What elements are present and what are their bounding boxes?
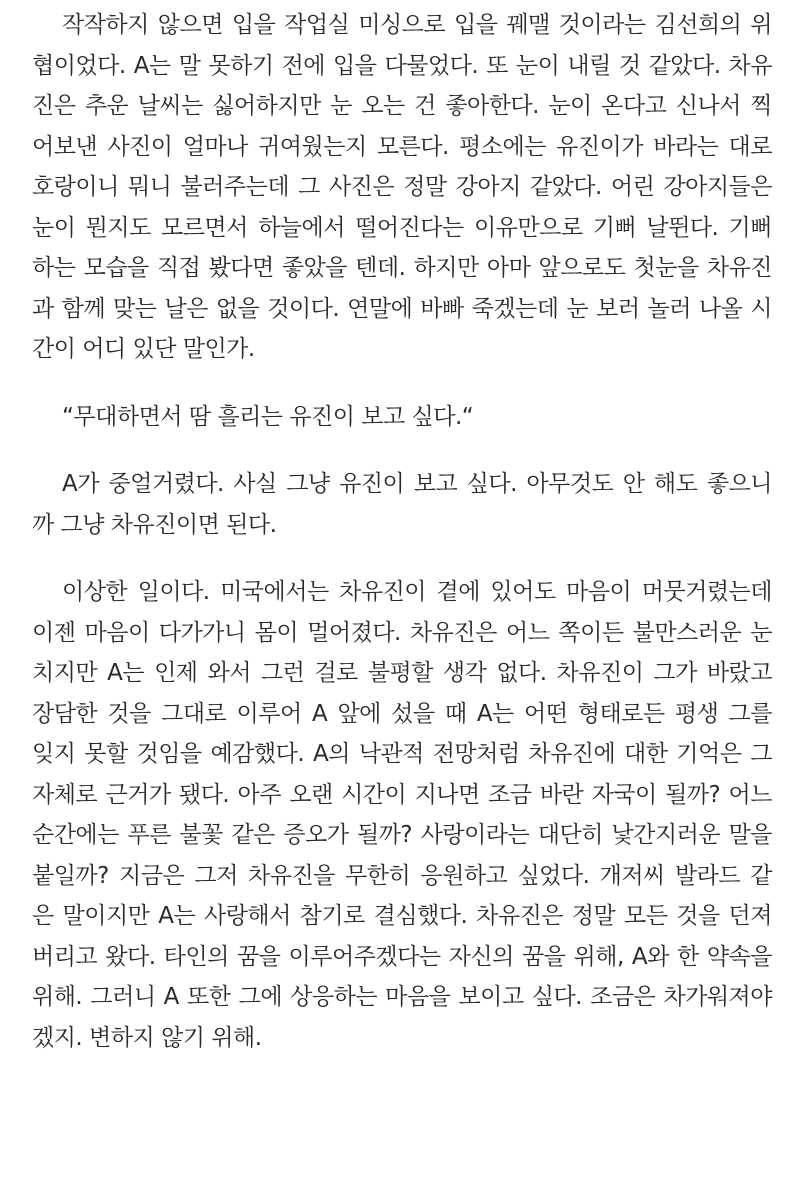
text-line: 은 말이지만 A는 사랑해서 참기로 결심했다. 차유진은 정말 모든 것을 던져 (32, 903, 772, 929)
text-line: 이상한 일이다. 미국에서는 차유진이 곁에 있어도 마음이 머뭇거렸는데 (62, 579, 772, 605)
text-line: 이젠 마음이 다가가니 몸이 멀어졌다. 차유진은 어느 쪽이든 불만스러운 눈 (32, 619, 772, 646)
text-line: 과 함께 맞는 날은 없을 것이다. 연말에 바빠 죽겠는데 눈 보러 놀러 나올 시 (32, 295, 772, 322)
text-line: 간이 어디 있단 말인가. (32, 336, 255, 362)
text-line: 눈이 뭔지도 모르면서 하늘에서 떨어진다는 이유만으로 기뻐 날뛴다. 기뻐 (32, 214, 772, 241)
paragraph-4 (32, 572, 772, 1058)
text-line: 치지만 A는 인제 와서 그런 걸로 불평할 생각 없다. 차유진이 그가 바랐고 (32, 660, 772, 686)
text-line: 작작하지 않으면 입을 작업실 미싱으로 입을 꿰맬 것이라는 김선희의 위 (62, 12, 772, 38)
document-body (32, 0, 772, 1085)
text-line: A가 중얼거렸다. 사실 그냥 유진이 보고 싶다. 아무것도 안 해도 좋으니 (62, 471, 772, 497)
text-line: 자체로 근거가 됐다. 아주 오랜 시간이 지나면 조금 바란 자국이 될까? 어느 (32, 781, 772, 808)
text-line: 장담한 것을 그대로 이루어 A 앞에 섰을 때 A는 어떤 형태로든 평생 그를 (32, 700, 772, 727)
text-line: 하는 모습을 직접 봤다면 좋았을 텐데. 하지만 아마 앞으로도 첫눈을 차유진 (32, 255, 772, 281)
text-line: 붙일까? 지금은 그저 차유진을 무한히 응원하고 싶었다. 개저씨 발라드 같 (32, 862, 772, 889)
paragraph-3 (32, 464, 772, 545)
paragraph-1 (32, 0, 772, 370)
text-line: 어보낸 사진이 얼마나 귀여웠는지 모른다. 평소에는 유진이가 바라는 대로 (32, 133, 772, 160)
text-line: 까 그냥 차유진이면 된다. (32, 511, 277, 538)
text-line: 진은 추운 날씨는 싫어하지만 눈 오는 건 좋아한다. 눈이 온다고 신나서 찍 (32, 93, 772, 119)
text-line: 겠지. 변하지 않기 위해. (32, 1024, 262, 1051)
text-line: 위해. 그러니 A 또한 그에 상응하는 마음을 보이고 싶다. 조금은 차가워져야 (32, 984, 772, 1010)
text-line: 협이었다. A는 말 못하기 전에 입을 다물었다. 또 눈이 내릴 것 같았다. 차유 (32, 52, 772, 79)
text-line: 버리고 왔다. 타인의 꿈을 이루어주겠다는 자신의 꿈을 위해, A와 한 약속을 (32, 943, 772, 970)
text-line: 순간에는 푸른 불꽃 같은 증오가 될까? 사랑이라는 대단히 낯간지러운 말을 (32, 822, 772, 848)
paragraph-2-quote (32, 397, 772, 438)
text-line: 호랑이니 뭐니 불러주는데 그 사진은 정말 강아지 같았다. 어린 강아지들은 (32, 174, 772, 200)
text-line: “무대하면서 땀 흘리는 유진이 보고 싶다.“ (62, 403, 474, 430)
text-line: 잊지 못할 것임을 예감했다. A의 낙관적 전망처럼 차유진에 대한 기억은 그 (32, 741, 772, 767)
